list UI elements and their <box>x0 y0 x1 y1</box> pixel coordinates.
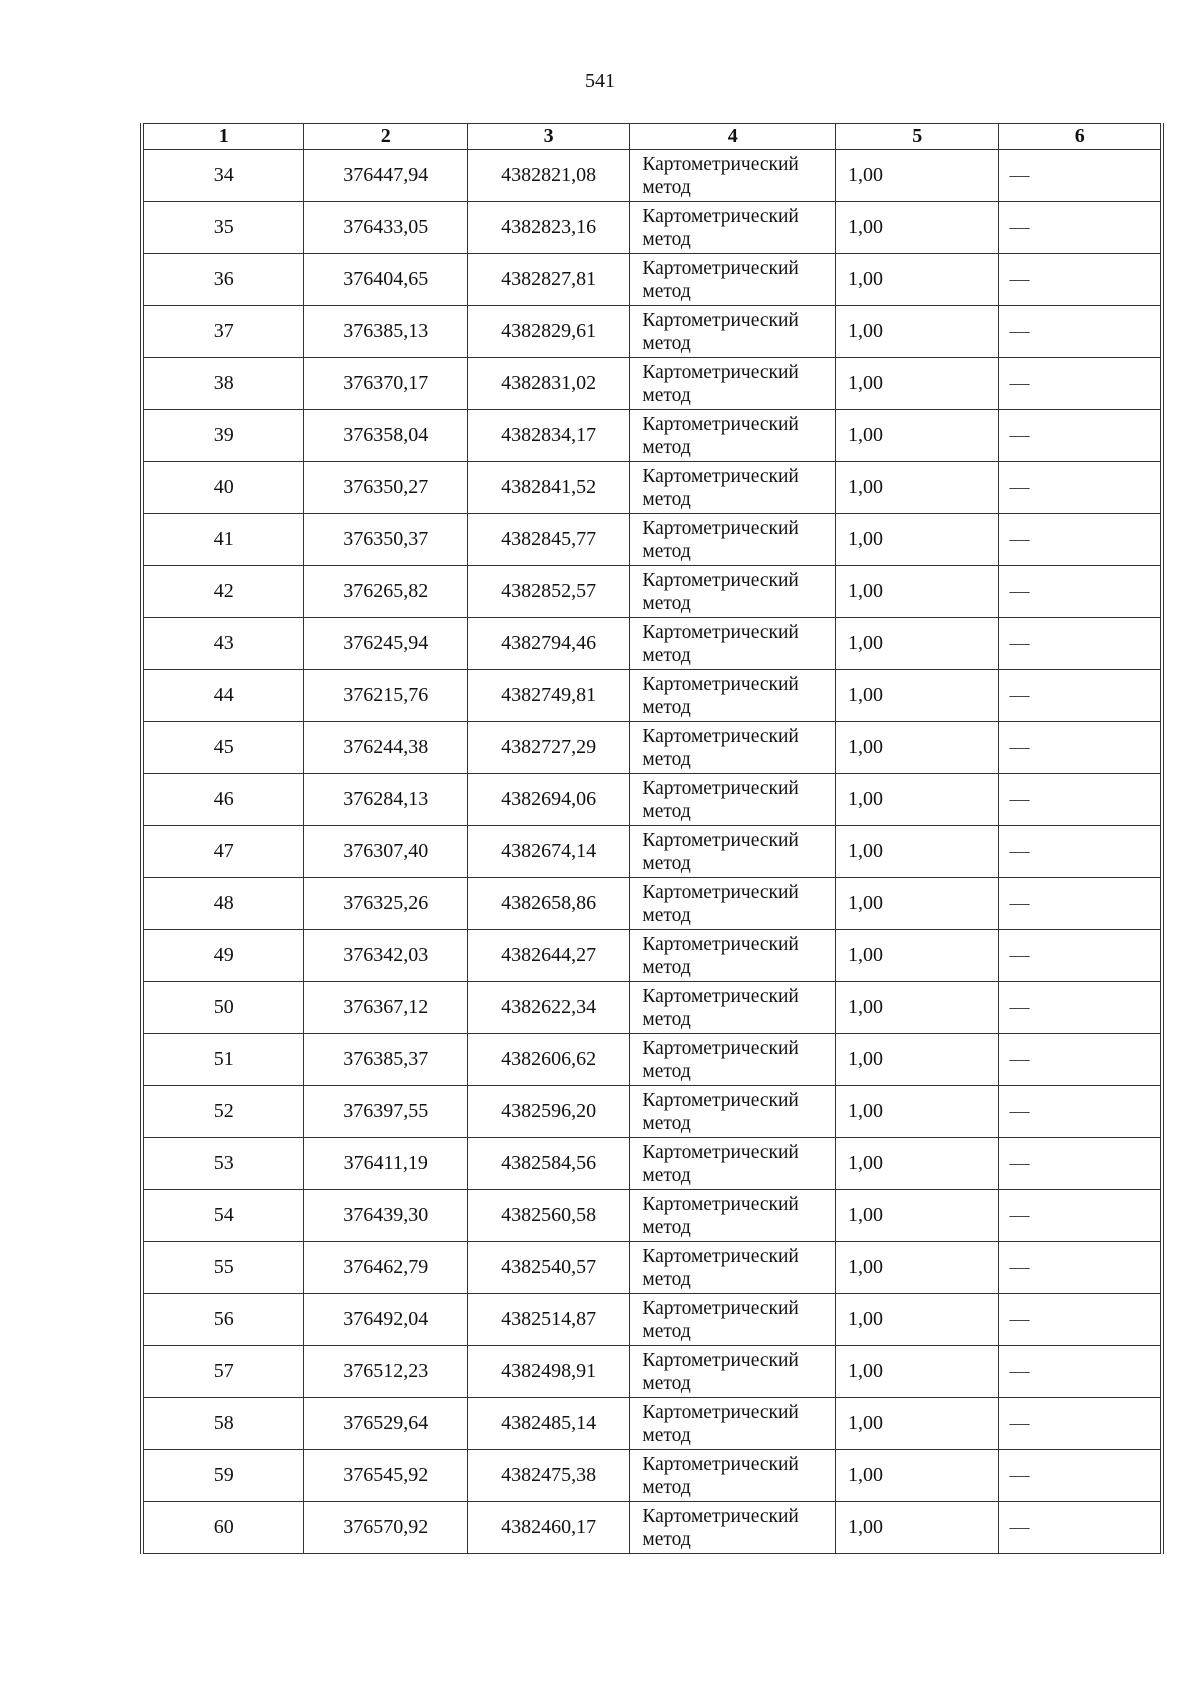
accuracy-cell: 1,00 <box>836 1294 999 1346</box>
method-line-2: метод <box>642 904 691 926</box>
description-cell: — <box>999 1138 1161 1190</box>
method-line-2: метод <box>642 332 691 354</box>
method-line-2: метод <box>642 1424 691 1446</box>
description-cell: — <box>999 150 1161 202</box>
table-row <box>144 1398 1161 1450</box>
description-cell: — <box>999 930 1161 982</box>
method-cell <box>630 566 836 618</box>
method-line-1: Картометрический <box>642 1193 799 1215</box>
method-cell <box>630 1242 836 1294</box>
coord-y-cell: 4382498,91 <box>467 1346 629 1398</box>
accuracy-cell: 1,00 <box>836 618 999 670</box>
method-cell <box>630 254 836 306</box>
accuracy-cell: 1,00 <box>836 774 999 826</box>
table-row <box>144 618 1161 670</box>
method-line-1: Картометрический <box>642 569 799 591</box>
coord-x-cell: 376245,94 <box>304 618 467 670</box>
method-line-1: Картометрический <box>642 1297 799 1319</box>
coord-y-cell: 4382827,81 <box>467 254 629 306</box>
point-number-cell: 42 <box>144 566 304 618</box>
method-cell <box>630 514 836 566</box>
coord-x-cell: 376385,13 <box>304 306 467 358</box>
method-line-2: метод <box>642 1320 691 1342</box>
description-cell: — <box>999 202 1161 254</box>
description-cell: — <box>999 306 1161 358</box>
coord-x-cell: 376411,19 <box>304 1138 467 1190</box>
accuracy-cell: 1,00 <box>836 462 999 514</box>
coord-x-cell: 376367,12 <box>304 982 467 1034</box>
method-cell <box>630 462 836 514</box>
accuracy-cell: 1,00 <box>836 1450 999 1502</box>
description-cell: — <box>999 1034 1161 1086</box>
coord-x-cell: 376307,40 <box>304 826 467 878</box>
point-number-cell: 43 <box>144 618 304 670</box>
description-cell: — <box>999 774 1161 826</box>
method-line-1: Картометрический <box>642 1401 799 1423</box>
description-cell: — <box>999 982 1161 1034</box>
point-number-cell: 44 <box>144 670 304 722</box>
point-number-cell: 54 <box>144 1190 304 1242</box>
coord-y-cell: 4382821,08 <box>467 150 629 202</box>
accuracy-cell: 1,00 <box>836 722 999 774</box>
header-cell: 4 <box>630 124 836 150</box>
description-cell: — <box>999 1242 1161 1294</box>
coord-y-cell: 4382460,17 <box>467 1502 629 1554</box>
method-line-2: метод <box>642 384 691 406</box>
point-number-cell: 51 <box>144 1034 304 1086</box>
coordinates-table <box>143 123 1161 1554</box>
method-line-2: метод <box>642 1528 691 1550</box>
description-cell: — <box>999 1398 1161 1450</box>
table-row <box>144 1346 1161 1398</box>
accuracy-cell: 1,00 <box>836 1190 999 1242</box>
accuracy-cell: 1,00 <box>836 202 999 254</box>
method-line-2: метод <box>642 592 691 614</box>
coord-x-cell: 376350,27 <box>304 462 467 514</box>
table-row <box>144 982 1161 1034</box>
method-cell <box>630 670 836 722</box>
coord-y-cell: 4382606,62 <box>467 1034 629 1086</box>
coord-y-cell: 4382596,20 <box>467 1086 629 1138</box>
method-cell <box>630 1294 836 1346</box>
accuracy-cell: 1,00 <box>836 1138 999 1190</box>
description-cell: — <box>999 1502 1161 1554</box>
accuracy-cell: 1,00 <box>836 1346 999 1398</box>
table-row <box>144 254 1161 306</box>
method-cell <box>630 202 836 254</box>
table-row <box>144 1502 1161 1554</box>
coord-y-cell: 4382727,29 <box>467 722 629 774</box>
method-line-1: Картометрический <box>642 1037 799 1059</box>
accuracy-cell: 1,00 <box>836 514 999 566</box>
method-cell <box>630 982 836 1034</box>
coord-y-cell: 4382794,46 <box>467 618 629 670</box>
coord-y-cell: 4382560,58 <box>467 1190 629 1242</box>
table-row <box>144 1138 1161 1190</box>
coord-x-cell: 376215,76 <box>304 670 467 722</box>
method-line-2: метод <box>642 696 691 718</box>
coord-x-cell: 376385,37 <box>304 1034 467 1086</box>
accuracy-cell: 1,00 <box>836 566 999 618</box>
method-line-2: метод <box>642 748 691 770</box>
method-line-2: метод <box>642 228 691 250</box>
method-line-2: метод <box>642 436 691 458</box>
coord-x-cell: 376350,37 <box>304 514 467 566</box>
method-line-2: метод <box>642 1164 691 1186</box>
header-cell: 3 <box>467 124 629 150</box>
method-line-1: Картометрический <box>642 257 799 279</box>
table-row <box>144 1034 1161 1086</box>
coord-x-cell: 376404,65 <box>304 254 467 306</box>
coord-y-cell: 4382852,57 <box>467 566 629 618</box>
description-cell: — <box>999 1450 1161 1502</box>
coord-x-cell: 376370,17 <box>304 358 467 410</box>
method-line-2: метод <box>642 956 691 978</box>
table-row <box>144 930 1161 982</box>
method-cell <box>630 306 836 358</box>
accuracy-cell: 1,00 <box>836 358 999 410</box>
method-line-1: Картометрический <box>642 621 799 643</box>
coord-x-cell: 376439,30 <box>304 1190 467 1242</box>
description-cell: — <box>999 358 1161 410</box>
method-cell <box>630 930 836 982</box>
coord-x-cell: 376462,79 <box>304 1242 467 1294</box>
description-cell: — <box>999 878 1161 930</box>
point-number-cell: 48 <box>144 878 304 930</box>
point-number-cell: 47 <box>144 826 304 878</box>
accuracy-cell: 1,00 <box>836 670 999 722</box>
description-cell: — <box>999 722 1161 774</box>
method-line-2: метод <box>642 1008 691 1030</box>
point-number-cell: 57 <box>144 1346 304 1398</box>
point-number-cell: 34 <box>144 150 304 202</box>
description-cell: — <box>999 410 1161 462</box>
point-number-cell: 59 <box>144 1450 304 1502</box>
accuracy-cell: 1,00 <box>836 1502 999 1554</box>
table-row <box>144 150 1161 202</box>
coord-x-cell: 376244,38 <box>304 722 467 774</box>
coord-x-cell: 376529,64 <box>304 1398 467 1450</box>
method-line-2: метод <box>642 488 691 510</box>
point-number-cell: 56 <box>144 1294 304 1346</box>
point-number-cell: 38 <box>144 358 304 410</box>
method-line-1: Картометрический <box>642 1349 799 1371</box>
description-cell: — <box>999 514 1161 566</box>
method-line-2: метод <box>642 1060 691 1082</box>
table-body <box>144 150 1161 1554</box>
table-row <box>144 722 1161 774</box>
method-cell <box>630 1502 836 1554</box>
coord-y-cell: 4382841,52 <box>467 462 629 514</box>
method-line-2: метод <box>642 800 691 822</box>
coord-x-cell: 376325,26 <box>304 878 467 930</box>
coord-x-cell: 376342,03 <box>304 930 467 982</box>
table-row <box>144 566 1161 618</box>
method-cell <box>630 150 836 202</box>
coord-y-cell: 4382749,81 <box>467 670 629 722</box>
coord-y-cell: 4382831,02 <box>467 358 629 410</box>
method-cell <box>630 774 836 826</box>
method-line-1: Картометрический <box>642 725 799 747</box>
page-number: 541 <box>585 70 615 92</box>
coord-x-cell: 376284,13 <box>304 774 467 826</box>
method-line-2: метод <box>642 540 691 562</box>
accuracy-cell: 1,00 <box>836 1242 999 1294</box>
table-row <box>144 1294 1161 1346</box>
method-cell <box>630 722 836 774</box>
method-cell <box>630 1450 836 1502</box>
point-number-cell: 50 <box>144 982 304 1034</box>
method-cell <box>630 826 836 878</box>
coord-x-cell: 376492,04 <box>304 1294 467 1346</box>
method-cell <box>630 1346 836 1398</box>
accuracy-cell: 1,00 <box>836 982 999 1034</box>
method-line-1: Картометрический <box>642 205 799 227</box>
coord-x-cell: 376447,94 <box>304 150 467 202</box>
method-line-1: Картометрический <box>642 309 799 331</box>
coord-y-cell: 4382485,14 <box>467 1398 629 1450</box>
coord-y-cell: 4382644,27 <box>467 930 629 982</box>
point-number-cell: 49 <box>144 930 304 982</box>
accuracy-cell: 1,00 <box>836 306 999 358</box>
header-cell: 1 <box>144 124 304 150</box>
coord-y-cell: 4382475,38 <box>467 1450 629 1502</box>
point-number-cell: 37 <box>144 306 304 358</box>
point-number-cell: 35 <box>144 202 304 254</box>
point-number-cell: 55 <box>144 1242 304 1294</box>
method-line-1: Картометрический <box>642 1089 799 1111</box>
method-line-1: Картометрический <box>642 777 799 799</box>
table-row <box>144 410 1161 462</box>
coord-x-cell: 376545,92 <box>304 1450 467 1502</box>
table-row <box>144 462 1161 514</box>
method-cell <box>630 410 836 462</box>
point-number-cell: 41 <box>144 514 304 566</box>
method-line-2: метод <box>642 1372 691 1394</box>
method-cell <box>630 1034 836 1086</box>
table-row <box>144 826 1161 878</box>
method-line-1: Картометрический <box>642 361 799 383</box>
method-cell <box>630 1138 836 1190</box>
method-line-1: Картометрический <box>642 673 799 695</box>
description-cell: — <box>999 1190 1161 1242</box>
point-number-cell: 52 <box>144 1086 304 1138</box>
point-number-cell: 58 <box>144 1398 304 1450</box>
method-cell <box>630 618 836 670</box>
point-number-cell: 45 <box>144 722 304 774</box>
method-line-1: Картометрический <box>642 1245 799 1267</box>
coord-x-cell: 376433,05 <box>304 202 467 254</box>
method-line-1: Картометрический <box>642 933 799 955</box>
accuracy-cell: 1,00 <box>836 930 999 982</box>
method-line-1: Картометрический <box>642 517 799 539</box>
table-row <box>144 202 1161 254</box>
method-line-1: Картометрический <box>642 413 799 435</box>
accuracy-cell: 1,00 <box>836 826 999 878</box>
coord-y-cell: 4382829,61 <box>467 306 629 358</box>
header-cell: 2 <box>304 124 467 150</box>
method-cell <box>630 1190 836 1242</box>
table-row <box>144 774 1161 826</box>
accuracy-cell: 1,00 <box>836 150 999 202</box>
coord-x-cell: 376265,82 <box>304 566 467 618</box>
coord-x-cell: 376397,55 <box>304 1086 467 1138</box>
table-row <box>144 878 1161 930</box>
coord-y-cell: 4382540,57 <box>467 1242 629 1294</box>
method-line-1: Картометрический <box>642 985 799 1007</box>
accuracy-cell: 1,00 <box>836 254 999 306</box>
header-cell: 6 <box>999 124 1161 150</box>
method-line-2: метод <box>642 644 691 666</box>
method-line-2: метод <box>642 1216 691 1238</box>
accuracy-cell: 1,00 <box>836 1034 999 1086</box>
coord-y-cell: 4382584,56 <box>467 1138 629 1190</box>
description-cell: — <box>999 618 1161 670</box>
description-cell: — <box>999 1086 1161 1138</box>
method-cell <box>630 878 836 930</box>
header-cell: 5 <box>836 124 999 150</box>
table-row <box>144 306 1161 358</box>
description-cell: — <box>999 566 1161 618</box>
table-row <box>144 1086 1161 1138</box>
method-cell <box>630 358 836 410</box>
method-line-1: Картометрический <box>642 1453 799 1475</box>
coord-y-cell: 4382658,86 <box>467 878 629 930</box>
coord-x-cell: 376570,92 <box>304 1502 467 1554</box>
header-row <box>144 124 1161 150</box>
description-cell: — <box>999 826 1161 878</box>
coord-y-cell: 4382845,77 <box>467 514 629 566</box>
accuracy-cell: 1,00 <box>836 410 999 462</box>
table-row <box>144 670 1161 722</box>
coord-y-cell: 4382674,14 <box>467 826 629 878</box>
description-cell: — <box>999 670 1161 722</box>
method-line-2: метод <box>642 280 691 302</box>
point-number-cell: 36 <box>144 254 304 306</box>
method-line-2: метод <box>642 852 691 874</box>
coord-x-cell: 376512,23 <box>304 1346 467 1398</box>
method-line-1: Картометрический <box>642 829 799 851</box>
coordinates-table-frame <box>140 123 1164 1554</box>
point-number-cell: 40 <box>144 462 304 514</box>
coord-y-cell: 4382622,34 <box>467 982 629 1034</box>
method-line-2: метод <box>642 1112 691 1134</box>
point-number-cell: 53 <box>144 1138 304 1190</box>
coord-y-cell: 4382514,87 <box>467 1294 629 1346</box>
method-line-1: Картометрический <box>642 153 799 175</box>
table-row <box>144 1190 1161 1242</box>
method-cell <box>630 1086 836 1138</box>
coord-y-cell: 4382834,17 <box>467 410 629 462</box>
coord-y-cell: 4382694,06 <box>467 774 629 826</box>
method-line-2: метод <box>642 176 691 198</box>
accuracy-cell: 1,00 <box>836 878 999 930</box>
method-line-1: Картометрический <box>642 1505 799 1527</box>
description-cell: — <box>999 1346 1161 1398</box>
description-cell: — <box>999 1294 1161 1346</box>
point-number-cell: 46 <box>144 774 304 826</box>
method-line-1: Картометрический <box>642 1141 799 1163</box>
point-number-cell: 60 <box>144 1502 304 1554</box>
point-number-cell: 39 <box>144 410 304 462</box>
method-line-2: метод <box>642 1268 691 1290</box>
table-row <box>144 358 1161 410</box>
method-line-1: Картометрический <box>642 465 799 487</box>
table-row <box>144 514 1161 566</box>
description-cell: — <box>999 254 1161 306</box>
coord-x-cell: 376358,04 <box>304 410 467 462</box>
method-line-2: метод <box>642 1476 691 1498</box>
accuracy-cell: 1,00 <box>836 1398 999 1450</box>
table-row <box>144 1242 1161 1294</box>
table-row <box>144 1450 1161 1502</box>
method-line-1: Картометрический <box>642 881 799 903</box>
description-cell: — <box>999 462 1161 514</box>
coord-y-cell: 4382823,16 <box>467 202 629 254</box>
method-cell <box>630 1398 836 1450</box>
accuracy-cell: 1,00 <box>836 1086 999 1138</box>
